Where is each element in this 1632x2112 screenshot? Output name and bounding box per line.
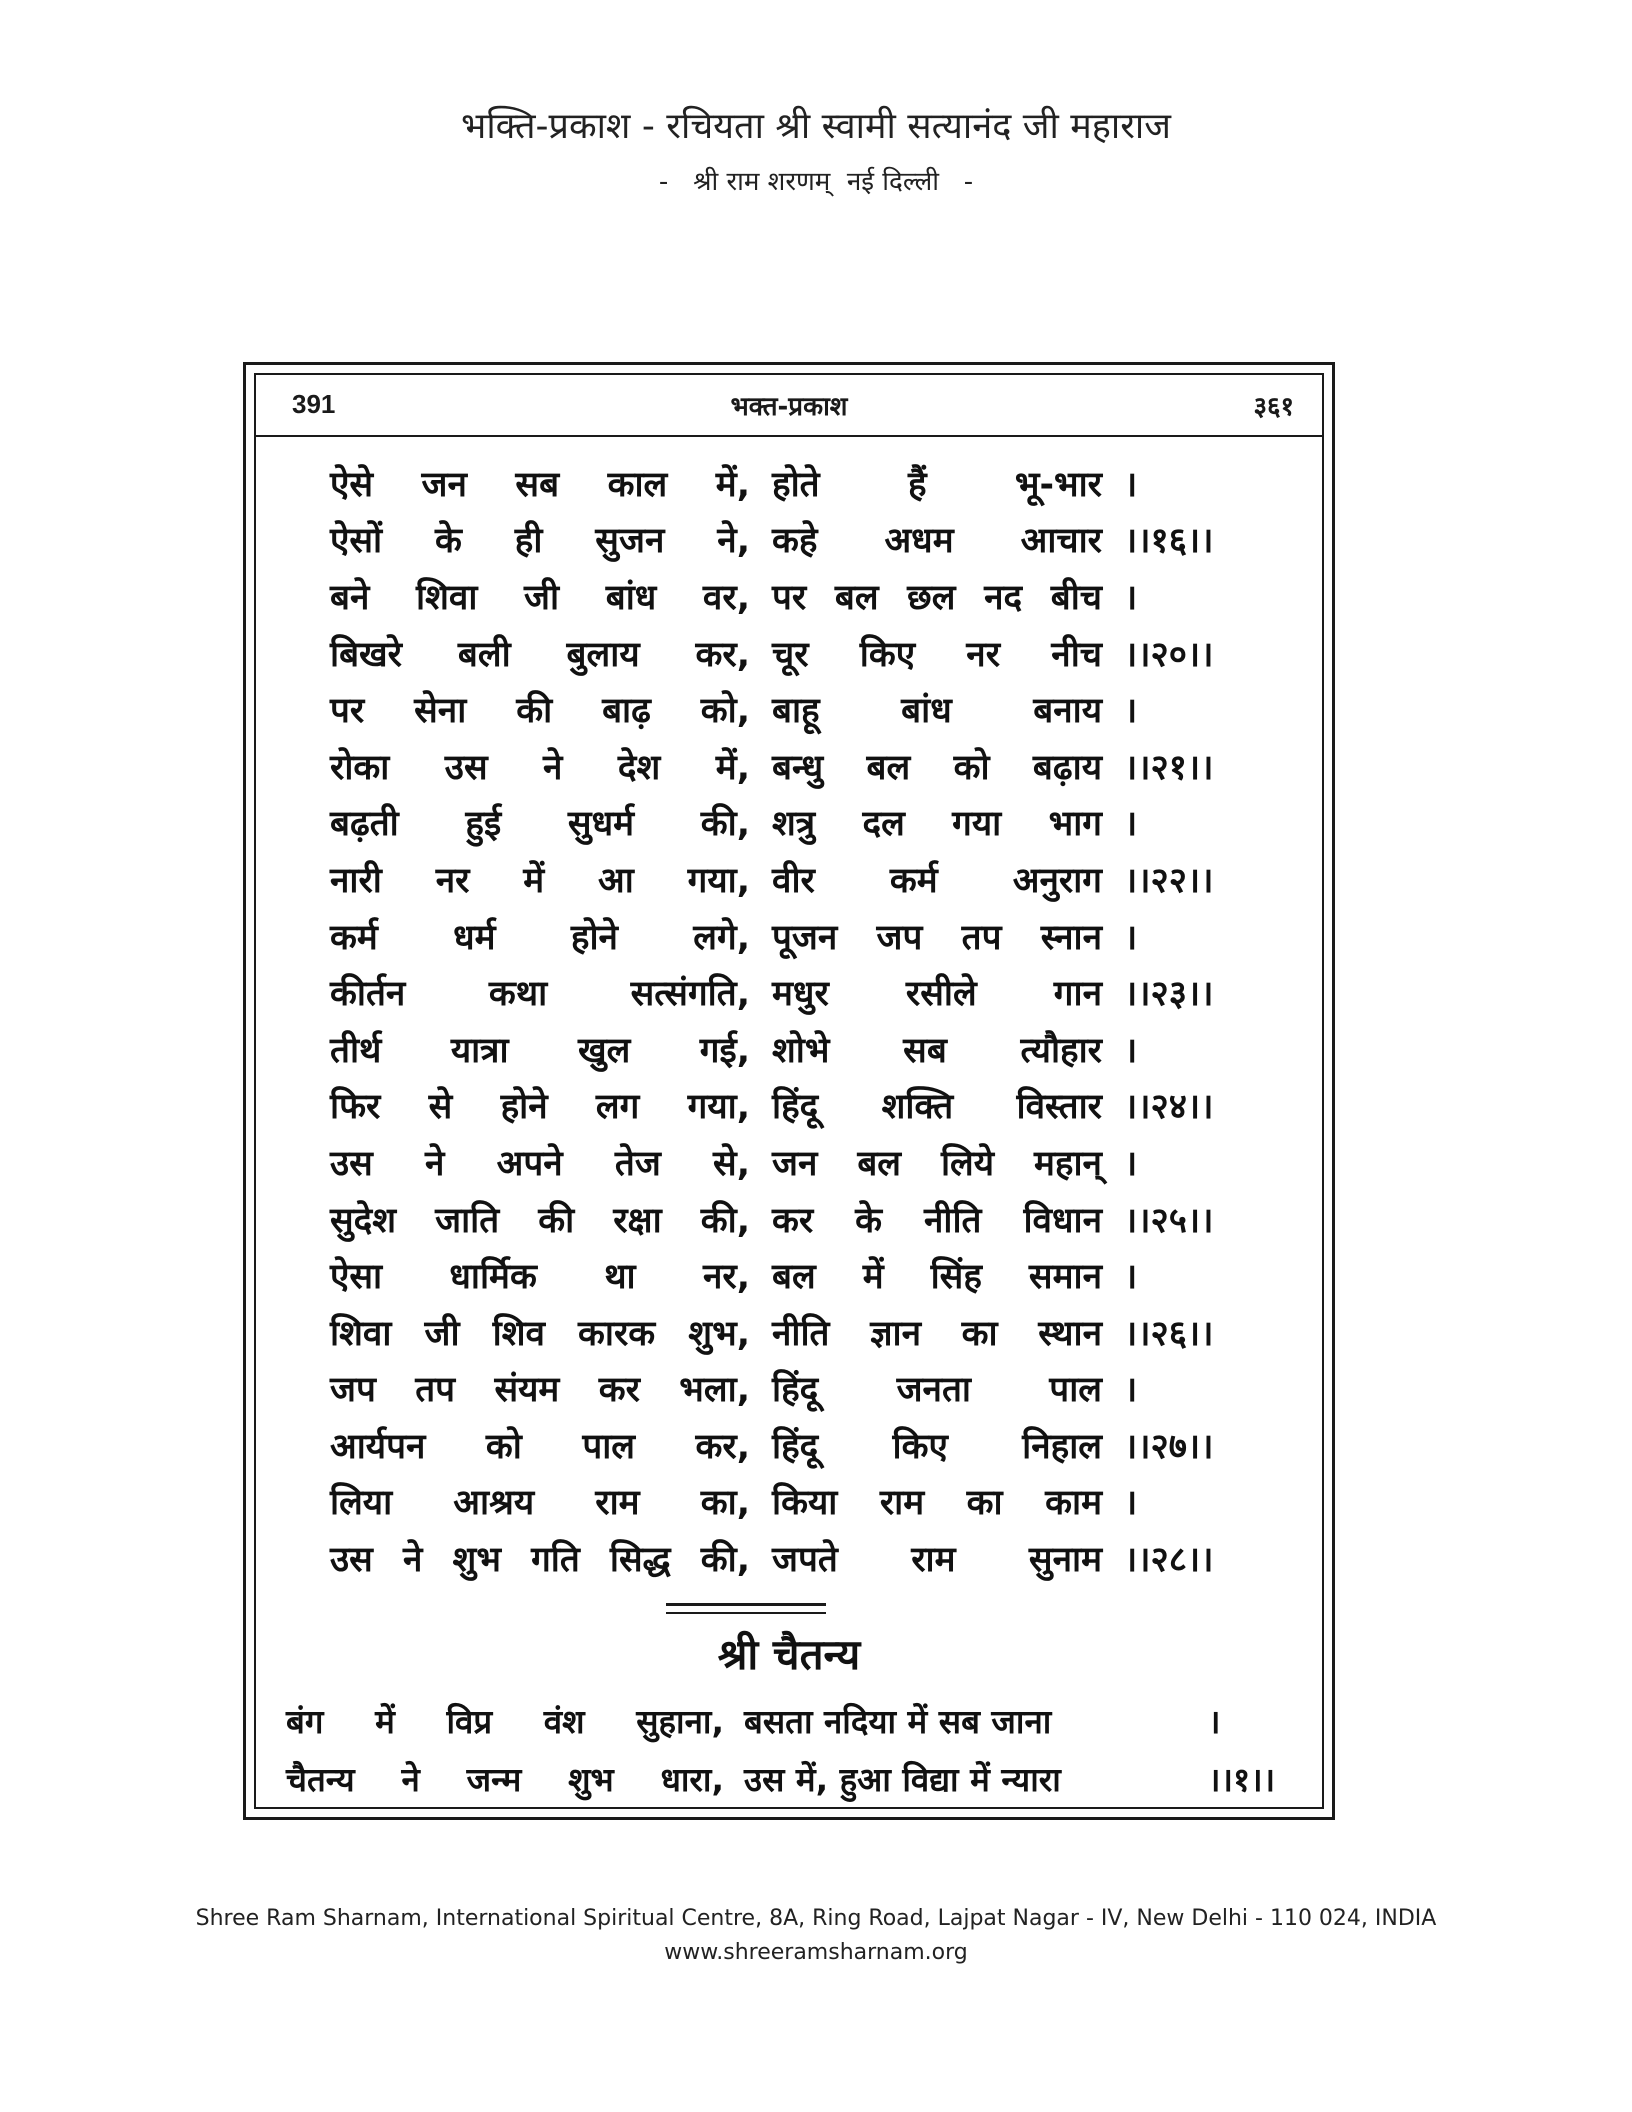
verse-line [330, 1134, 1290, 1191]
verse-first-half: जप तप संयम कर भला, [330, 1370, 750, 1411]
verse-line [286, 1691, 1316, 1749]
verse-line [330, 1304, 1290, 1361]
verse-line [330, 625, 1290, 682]
verse-marker: ।।२७।। [1124, 1426, 1214, 1467]
verse-marker: । [1124, 1483, 1138, 1524]
verse-first-half: ऐसे जन सब काल में, [330, 464, 750, 505]
verse-marker: ।।२६।। [1124, 1313, 1214, 1354]
document-title: भक्ति-प्रकाश - रचियता श्री स्वामी सत्यानंद जी महाराज [461, 106, 1171, 147]
verse-second-half: बल में सिंह समान [772, 1257, 1102, 1298]
verse-first-half: कीर्तन कथा सत्संगति, [330, 974, 750, 1015]
verse-marker: । [1124, 1257, 1138, 1298]
verse-marker: । [1124, 464, 1138, 505]
verse-line [330, 1021, 1290, 1078]
verse-line [330, 851, 1290, 908]
verse-first-half: ऐसों के ही सुजन ने, [330, 521, 750, 562]
verse-second-half: मधुर रसीले गान [772, 974, 1102, 1015]
verse-line [330, 1247, 1290, 1304]
verse-second-half: जपते राम सुनाम [772, 1540, 1102, 1581]
verse-first-half: उस ने शुभ गति सिद्ध की, [330, 1540, 750, 1581]
section-divider [666, 1603, 826, 1614]
verse-second-half: बन्धु बल को बढ़ाय [772, 747, 1102, 788]
verse-marker: । [1208, 1701, 1221, 1741]
page-header-bar [256, 375, 1322, 437]
verse-second-half: शोभे सब त्यौहार [772, 1030, 1102, 1071]
verse-marker: । [1124, 577, 1138, 618]
document-subtitle: - श्री राम शरणम् नई दिल्ली - [658, 167, 974, 197]
verse-second-half: बसता नदिया में सब जाना [744, 1701, 1052, 1741]
verse-marker: । [1124, 691, 1138, 732]
verse-line [330, 738, 1290, 795]
verse-line [330, 1474, 1290, 1531]
verse-line [330, 1078, 1290, 1135]
verse-line [330, 1191, 1290, 1248]
footer-address: Shree Ram Sharnam, International Spiritual Centre, 8A, Ring Road, Lajpat Nagar - IV, New Delhi - 110 024, INDIA [195, 1906, 1437, 1931]
verse-second-half: पूजन जप तप स्नान [772, 917, 1102, 958]
verse-first-half: नारी नर में आ गया, [330, 860, 750, 901]
verse-marker: ।।१।। [1208, 1759, 1276, 1799]
verse-first-half: ऐसा धार्मिक था नर, [330, 1257, 750, 1298]
verse-line [330, 568, 1290, 625]
verse-first-half: बने शिवा जी बांध वर, [330, 577, 750, 618]
verse-second-half: हिंदू किए निहाल [772, 1426, 1102, 1467]
verse-marker: । [1124, 1030, 1138, 1071]
doha-verses [330, 455, 1290, 1587]
verse-second-half: चूर किए नर नीच [772, 634, 1102, 675]
verse-first-half: शिवा जी शिव कारक शुभ, [330, 1313, 750, 1354]
verse-second-half: हिंदू जनता पाल [772, 1370, 1102, 1411]
verse-first-half: फिर से होने लग गया, [330, 1087, 750, 1128]
verse-line [330, 1417, 1290, 1474]
verse-second-half: कहे अधम आचार [772, 521, 1102, 562]
verse-line [330, 795, 1290, 852]
verse-line [286, 1749, 1316, 1807]
section-title: श्री चैतन्य [717, 1630, 861, 1679]
verse-second-half: बाहू बांध बनाय [772, 691, 1102, 732]
verse-second-half: शत्रु दल गया भाग [772, 804, 1102, 845]
verse-second-half: किया राम का काम [772, 1483, 1102, 1524]
verse-second-half: होते हैं भू-भार [772, 464, 1102, 505]
verse-line [330, 455, 1290, 512]
verse-line [330, 964, 1290, 1021]
verse-first-half: लिया आश्रय राम का, [330, 1483, 750, 1524]
verse-marker: । [1124, 917, 1138, 958]
page-number-arabic: 391 [292, 389, 336, 419]
scanned-page-inner-frame [254, 373, 1324, 1809]
verse-marker: ।।२०।। [1124, 634, 1214, 675]
verse-first-half: रोका उस ने देश में, [330, 747, 750, 788]
verse-line [330, 1530, 1290, 1587]
verse-marker: ।।२८।। [1124, 1540, 1214, 1581]
verse-marker: । [1124, 804, 1138, 845]
verse-line [330, 908, 1290, 965]
verse-line [330, 512, 1290, 569]
verse-marker: ।।२३।। [1124, 974, 1214, 1015]
verse-marker: ।।२२।। [1124, 860, 1214, 901]
verse-second-half: हिंदू शक्ति विस्तार [772, 1087, 1102, 1128]
verse-first-half: चैतन्य ने जन्म शुभ धारा, [286, 1759, 724, 1799]
verse-second-half: कर के नीति विधान [772, 1200, 1102, 1241]
verse-line [330, 681, 1290, 738]
verse-marker: ।।१६।। [1124, 521, 1214, 562]
chaupai-verses [286, 1691, 1316, 1807]
verse-second-half: नीति ज्ञान का स्थान [772, 1313, 1102, 1354]
footer-website: www.shreeramsharnam.org [664, 1940, 968, 1965]
verse-second-half: उस में, हुआ विद्या में न्यारा [744, 1759, 1061, 1799]
verse-marker: । [1124, 1143, 1138, 1184]
verse-second-half: वीर कर्म अनुराग [772, 860, 1102, 901]
verse-first-half: बिखरे बली बुलाय कर, [330, 634, 750, 675]
verse-line [330, 1361, 1290, 1418]
scanned-page-frame [243, 362, 1335, 1820]
verse-marker: ।।२५।। [1124, 1200, 1214, 1241]
verse-marker: ।।२४।। [1124, 1087, 1214, 1128]
verse-first-half: उस ने अपने तेज से, [330, 1143, 750, 1184]
verse-marker: ।।२१।। [1124, 747, 1214, 788]
verse-first-half: आर्यपन को पाल कर, [330, 1426, 750, 1467]
verse-second-half: पर बल छल नद बीच [772, 577, 1102, 618]
page-number-devanagari: ३६१ [1253, 392, 1294, 422]
verse-first-half: सुदेश जाति की रक्षा की, [330, 1200, 750, 1241]
verse-first-half: पर सेना की बाढ़ को, [330, 691, 750, 732]
verse-first-half: बंग में विप्र वंश सुहाना, [286, 1701, 724, 1741]
verse-second-half: जन बल लिये महान् [772, 1143, 1102, 1184]
verse-first-half: तीर्थ यात्रा खुल गई, [330, 1030, 750, 1071]
verse-marker: । [1124, 1370, 1138, 1411]
running-head: भक्त-प्रकाश [730, 392, 848, 422]
verse-first-half: कर्म धर्म होने लगे, [330, 917, 750, 958]
verse-first-half: बढ़ती हुई सुधर्म की, [330, 804, 750, 845]
